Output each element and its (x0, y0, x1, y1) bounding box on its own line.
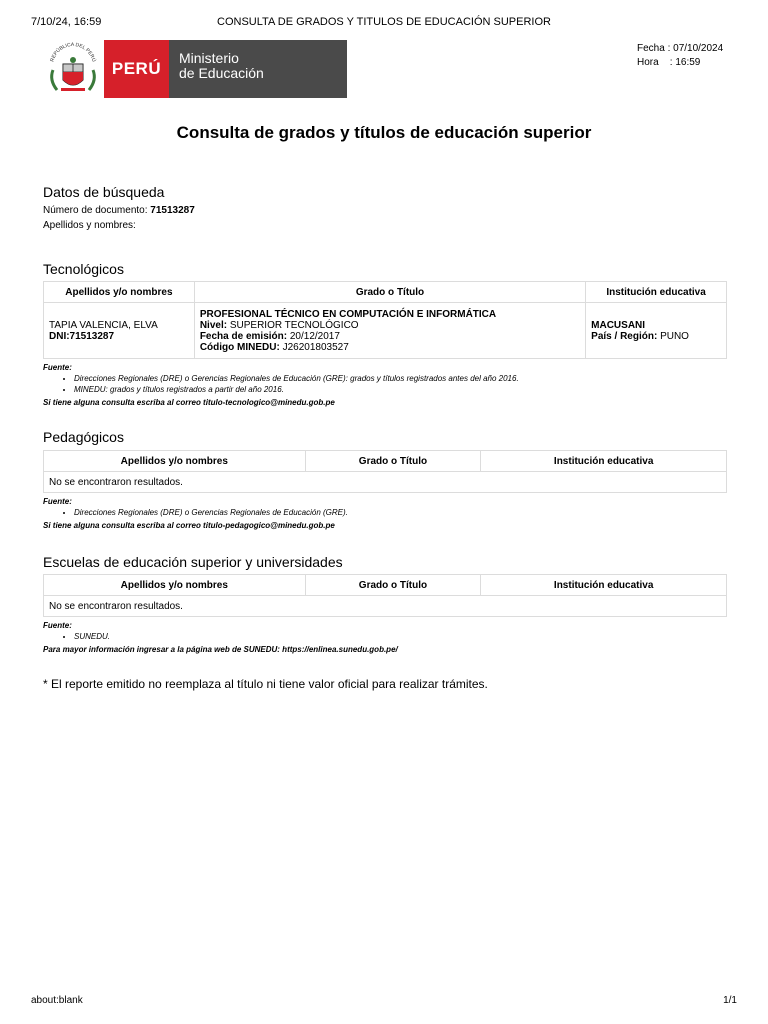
degree-title: PROFESIONAL TÉCNICO EN COMPUTACIÓN E INFORMÁTICA (199, 308, 497, 320)
peru-logo-text: PERÚ (111, 59, 162, 78)
tecnologicos-contact: Si tiene alguna consulta escriba al correo titulo-tecnologico@minedu.gob.pe (43, 398, 335, 407)
col-degree: Grado o Título (305, 451, 481, 472)
institution-name: MACUSANI (591, 319, 646, 331)
col-names: Apellidos y/o nombres (44, 451, 306, 472)
degree-code: Código MINEDU: J26201803527 (199, 341, 349, 353)
document-label: Número de documento: (43, 205, 148, 216)
source-item: • Direcciones Regionales (DRE) o Gerencias Regionales de Educación (GRE): grados y títulos registrados antes del año 2016. (74, 373, 519, 384)
source-item: • Direcciones Regionales (DRE) o Gerencias Regionales de Educación (GRE). (74, 507, 348, 518)
coat-text: REPÚBLICA DEL PERÚ (49, 41, 97, 63)
col-degree: Grado o Título (194, 282, 585, 303)
peru-logo-box (104, 40, 169, 98)
col-institution: Institución educativa (481, 575, 727, 596)
escuelas-contact: Para mayor información ingresar a la página web de SUNEDU: https://enlinea.sunedu.gob.pe/ (43, 645, 398, 654)
tecnologicos-title: Tecnológicos (43, 261, 124, 277)
empty-result: No se encontraron resultados. (44, 596, 727, 617)
tecnologicos-sources (43, 362, 519, 408)
person-dni: DNI:71513287 (49, 330, 115, 342)
pedagogicos-title: Pedagógicos (43, 429, 124, 445)
institution-cell (586, 303, 727, 359)
search-names-line: Apellidos y nombres: (43, 220, 136, 231)
col-institution: Institución educativa (481, 451, 727, 472)
degree-cell (194, 303, 585, 359)
escuelas-table (43, 574, 727, 617)
col-names: Apellidos y/o nombres (44, 575, 306, 596)
print-datetime: 7/10/24, 16:59 (31, 16, 102, 28)
fuente-label: Fuente: (43, 621, 72, 630)
pedagogicos-contact: Si tiene alguna consulta escriba al correo titulo-pedagogico@minedu.gob.pe (43, 521, 335, 530)
coat-of-arms-icon (43, 40, 103, 98)
page-title: Consulta de grados y títulos de educación superior (176, 123, 592, 142)
table-row (44, 303, 727, 359)
disclaimer: * El reporte emitido no reemplaza al título ni tiene valor oficial para realizar trámites. (43, 677, 488, 691)
print-title: CONSULTA DE GRADOS Y TITULOS DE EDUCACIÓN SUPERIOR (217, 16, 551, 28)
table-header-row (44, 451, 727, 472)
table-row (44, 596, 727, 617)
table-header-row (44, 575, 727, 596)
report-datetime (637, 42, 723, 70)
search-document-line (43, 205, 195, 216)
print-footer (31, 995, 737, 1009)
table-row (44, 472, 727, 493)
pedagogicos-table (43, 450, 727, 493)
print-page-count: 1/1 (723, 995, 737, 1006)
col-institution: Institución educativa (586, 282, 727, 303)
search-section-title: Datos de búsqueda (43, 184, 165, 200)
empty-result: No se encontraron resultados. (44, 472, 727, 493)
escuelas-sources (43, 620, 398, 655)
source-item: • MINEDU: grados y títulos registrados a partir del año 2016. (74, 384, 519, 395)
tecnologicos-table (43, 281, 727, 359)
ministry-logo-box (169, 40, 347, 98)
print-url: about:blank (31, 995, 83, 1006)
report-hora: Hora : 16:59 (637, 57, 701, 68)
fuente-label: Fuente: (43, 363, 72, 372)
ministry-line2: de Educación (179, 65, 264, 81)
table-header-row (44, 282, 727, 303)
fuente-label: Fuente: (43, 497, 72, 506)
document-value: 71513287 (150, 205, 195, 216)
minedu-logo (43, 40, 347, 98)
person-name: TAPIA VALENCIA, ELVA (49, 319, 158, 331)
escuelas-title: Escuelas de educación superior y universidades (43, 554, 343, 570)
print-header (31, 16, 737, 30)
pedagogicos-sources (43, 496, 348, 531)
col-degree: Grado o Título (305, 575, 481, 596)
institution-region: País / Región: PUNO (591, 330, 689, 342)
degree-level: Nivel: SUPERIOR TECNOLÓGICO (199, 319, 359, 331)
degree-date: Fecha de emisión: 20/12/2017 (199, 330, 340, 342)
report-fecha: Fecha : 07/10/2024 (637, 43, 724, 54)
col-names: Apellidos y/o nombres (44, 282, 195, 303)
source-item: • SUNEDU. (74, 631, 398, 642)
ministry-line1: Ministerio (179, 50, 239, 66)
person-cell (44, 303, 195, 359)
